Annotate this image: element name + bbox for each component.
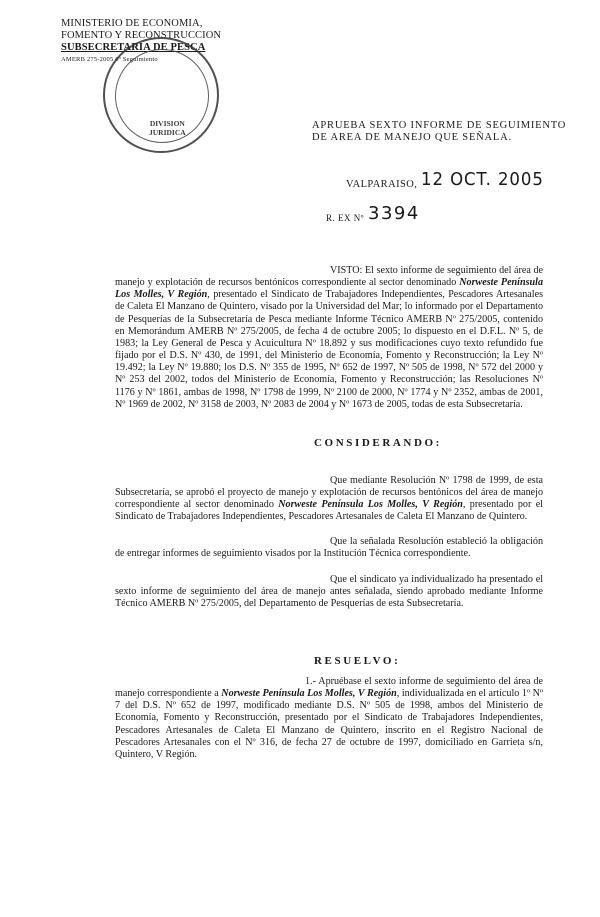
document-subject <box>312 120 566 144</box>
considerando-p3-text: Que el sindicato ya individualizado ha presentado el sexto informe de seguimiento del área de manejo antes señalada, siendo aprobado mediante Informe Técnico AMERB Nº 275/2005, del Departamento de Pesquerías de esta Subsecretaría. <box>115 574 543 610</box>
considerando-p1-sector: Norweste Península Los Molles, V Región <box>278 499 463 511</box>
considerando-paragraph-1 <box>115 475 543 524</box>
resuelvo-p1-rest: , individualizada en el artículo 1º Nº 7 del D.S. Nº 652 de 1997, modificado mediante D.S. Nº 505 de 1998, ambos del Ministerio de Economía, Fomento y Reconstrucción, presentado por el Sindicato de Trabajadores Independientes, Pescadores Artesanales de Caleta El Manzano de Quintero, inscrito en el Registro Nacional de Pescadores Artesanales con el Nº 316, de fecha 27 de octubre de 1997, domiciliado en Garrieta s/n, Quintero, V Región. <box>115 688 543 760</box>
visto-lead: VISTO: El sexto informe de seguimiento del área de manejo y explotación de recursos bentónicos correspondiente al sector denominado <box>115 265 543 289</box>
resuelvo-p1-sector: Norweste Península Los Molles, V Región <box>221 688 397 700</box>
stamp-text-line1: DIVISION <box>149 119 185 128</box>
visto-paragraph <box>115 265 543 411</box>
resuelvo-p1-lead: 1.- Apruébase el sexto informe de seguimiento del área de manejo correspondiente a <box>115 676 543 700</box>
subject-line2: DE AREA DE MANEJO QUE SEÑALA. <box>312 132 512 143</box>
considerando-paragraph-2 <box>115 536 543 560</box>
considerando-p1-rest: , presentado por el Sindicato de Trabajadores Independientes, Pescadores Artesanales de Caleta El Manzano de Quintero. <box>115 499 543 523</box>
visto-sector: Norweste Península Los Molles, V Región <box>115 277 543 301</box>
letterhead-ministry: MINISTERIO DE ECONOMIA, <box>61 18 203 29</box>
resolution-prefix: R. EX Nº <box>326 213 365 223</box>
letterhead-subsecretaria: SUBSECRETARIA DE PESCA <box>61 42 206 53</box>
resolution-number: 3394 <box>368 203 420 224</box>
dateline-place: VALPARAISO, <box>346 179 418 190</box>
considerando-p2-text: Que la señalada Resolución estableció la obligación de entregar informes de seguimiento visados por la Institución Técnica correspondiente. <box>115 536 543 560</box>
subject-line1: APRUEBA SEXTO INFORME DE SEGUIMIENTO <box>312 120 567 131</box>
visto-rest: , presentado el Sindicato de Trabajadores Independientes, Pescadores Artesanales de Caleta El Manzano de Quintero, visado por la Universidad del Mar; lo informado por el Departamento de Pesquerías de la Subsecretaría de Pesca mediante Informe Técnico AMERB Nº 275/2005, contenido en Memorándum AMERB Nº 275/2005, de fecha 4 de octubre 2005; lo dispuesto en el D.F.L. Nº 5, de 1983; la Ley General de Pesca y Acuicultura Nº 18.892 y sus modificaciones cuyo texto refundido fue fijado por el D.S. Nº 430, de 1991, del Ministerio de Economía, Fomento y Reconstrucción; la Ley Nº 19.492; la Ley Nº 19.880; los D.S. Nº 355 de 1995, Nº 652 de 1997, Nº 505 de 1998, Nº 572 del 2000 y Nº 253 del 2002, todos del Ministerio de Economía, Fomento y Reconstrucción; las Resoluciones Nº 1176 y Nº 1861, ambas de 1998, Nº 1798 de 1999, Nº 2100 de 2000, Nº 1774 y Nº 2352, ambas de 2001, Nº 1969 de 2002, Nº 3158 de 2003, Nº 2083 de 2004 y Nº 1673 de 2005, todas de esta Subsecretaría. <box>115 289 543 410</box>
letterhead-ministry-2: FOMENTO Y RECONSTRUCCION <box>61 30 222 41</box>
considerando-p1-lead: Que mediante Resolución Nº 1798 de 1999, de esta Subsecretaría, se aprobó el proyecto de manejo y explotación de recursos bentónicos del área de manejo correspondiente al sector denominado <box>115 475 543 511</box>
stamp-text-line2: JURIDICA <box>149 128 186 137</box>
division-juridica-stamp <box>103 37 219 153</box>
dateline-date: 12 OCT. 2005 <box>421 169 544 190</box>
resuelvo-paragraph-1 <box>115 676 543 761</box>
resuelvo-heading: RESUELVO: <box>314 655 401 667</box>
stamp-text <box>149 119 186 137</box>
letterhead-reference: AMERB 275-2005 6º Seguimiento <box>61 56 158 63</box>
considerando-paragraph-3 <box>115 574 543 610</box>
considerando-heading: CONSIDERANDO: <box>314 437 442 449</box>
